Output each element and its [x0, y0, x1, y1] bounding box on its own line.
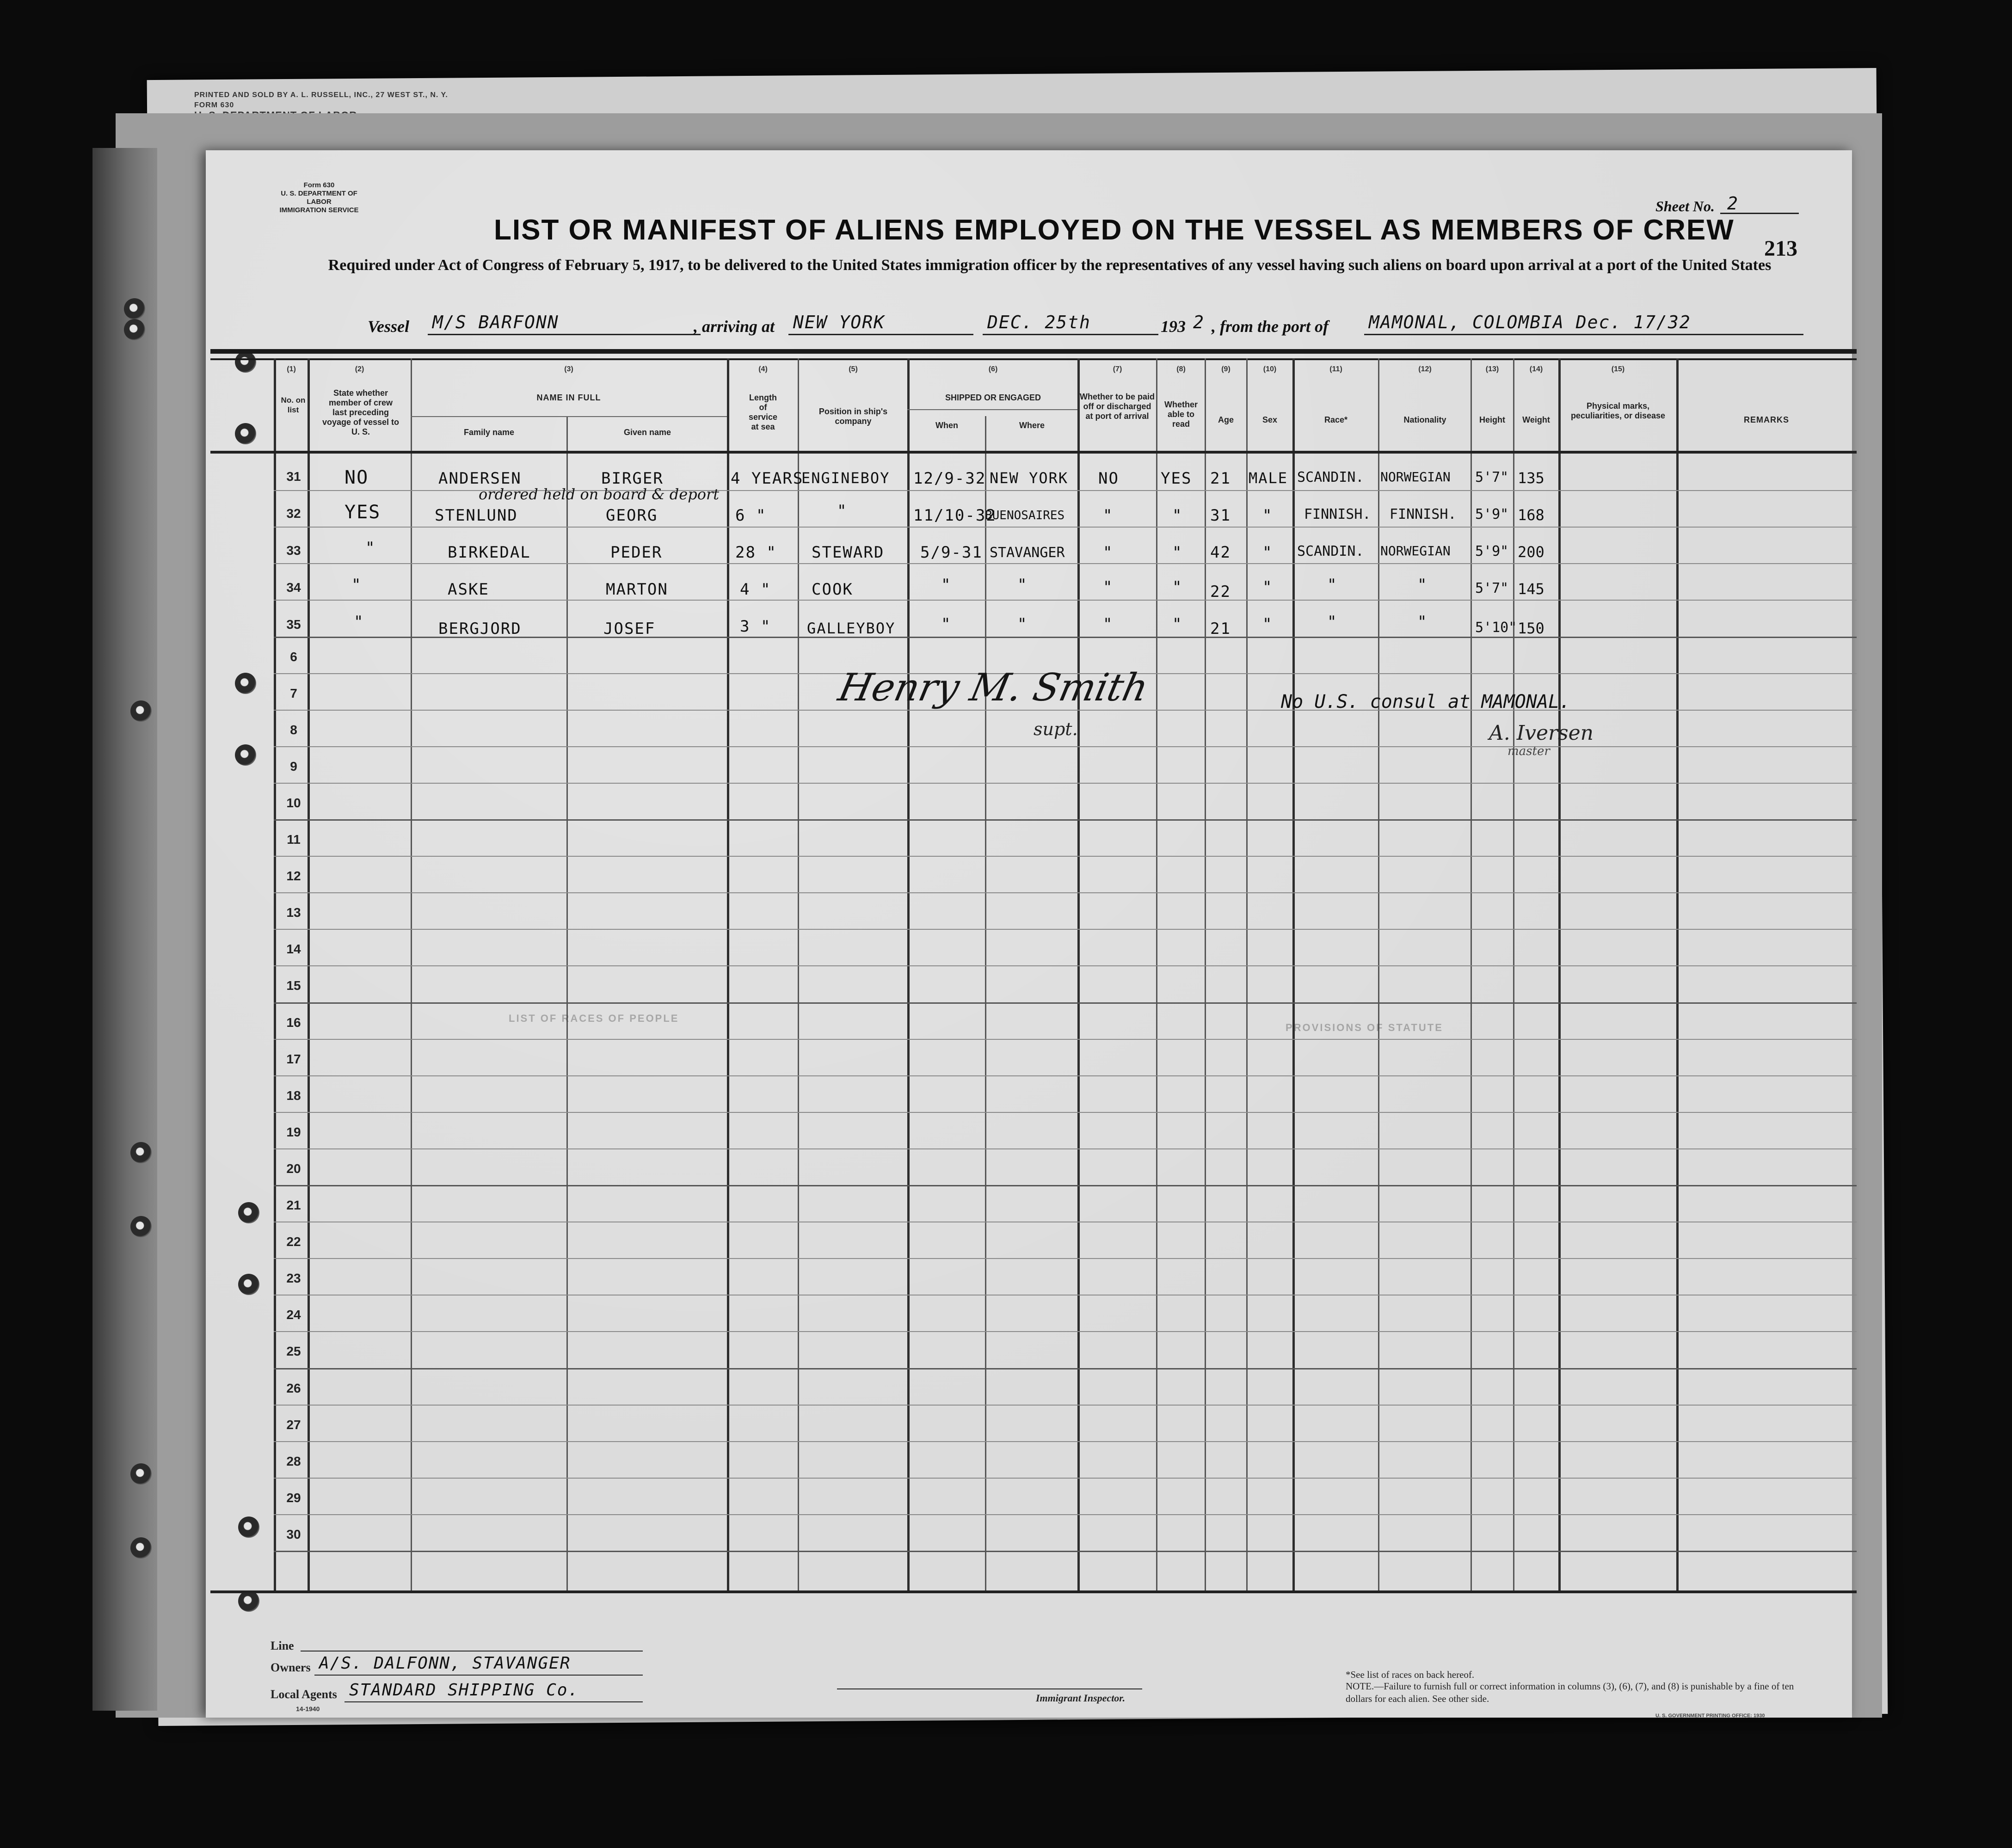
col-num-12: (12) [1418, 365, 1432, 373]
row-rule [274, 783, 1857, 784]
cell-nationality: NORWEGIAN [1380, 469, 1451, 485]
row-number: 7 [290, 686, 297, 700]
row-number: 20 [286, 1161, 301, 1176]
cell-able-read: YES [1161, 469, 1192, 488]
row-number: 17 [286, 1052, 301, 1066]
row-rule [274, 1112, 1857, 1113]
row-rule [274, 1551, 1857, 1552]
cell-nationality: " [1417, 613, 1428, 631]
col-divider [411, 358, 412, 1590]
row-number: 11 [287, 832, 301, 847]
from-port-label: , from the port of [1212, 317, 1329, 336]
cell-weight: 200 [1518, 543, 1544, 561]
printing-office: U. S. GOVERNMENT PRINTING OFFICE: 1930 [1655, 1713, 1765, 1719]
line-underline [301, 1651, 643, 1652]
row-rule [274, 1478, 1857, 1479]
cell-height: 5'9" [1475, 543, 1509, 559]
cell-previous-voyage: YES [345, 502, 381, 523]
cell-service: 6 " [735, 506, 767, 525]
row-number: 32 [286, 506, 301, 521]
row32-annotation: ordered held on board & deport [479, 485, 720, 503]
cell-shipped-when: 12/9-32 [913, 469, 986, 488]
row-number: 13 [286, 905, 301, 920]
col-header-name: NAME IN FULL [536, 393, 601, 402]
row-number: 6 [290, 650, 297, 664]
col-header-given-name: Given name [623, 428, 671, 437]
cell-given-name: GEORG [606, 506, 658, 525]
page-number: 213 [1764, 236, 1797, 261]
table-bottom-rule [210, 1590, 1857, 1593]
cell-race: SCANDIN. [1297, 469, 1364, 485]
col-header-sex: Sex [1262, 415, 1278, 424]
supervisor-signature: Henry M. Smith [834, 666, 1152, 710]
form-code: 14-1940 [296, 1705, 320, 1713]
col-divider [1676, 358, 1679, 1590]
row-number: 19 [286, 1125, 301, 1139]
cell-shipped-when: 5/9-31 [920, 543, 983, 562]
back-imprint-line2: FORM 630 [194, 101, 234, 109]
col-num-13: (13) [1485, 365, 1499, 373]
row-number: 15 [286, 978, 301, 993]
cell-height: 5'7" [1475, 580, 1509, 596]
col-header-shipped: SHIPPED OR ENGAGED [945, 393, 1041, 402]
col-header-able-read: Whether able to read [1164, 400, 1198, 429]
row-number: 16 [286, 1015, 301, 1030]
cell-shipped-where: " [1017, 615, 1028, 633]
cell-service: 4 " [740, 580, 771, 599]
row-rule [274, 929, 1857, 930]
col-divider [1205, 358, 1206, 1590]
cell-height: 5'9" [1475, 506, 1509, 522]
cell-position: " [837, 502, 848, 520]
back-imprint-line1: PRINTED AND SOLD BY A. L. RUSSELL, INC., 27 WEST ST., N. Y. [194, 91, 448, 99]
cell-family-name: BIRKEDAL [448, 543, 531, 562]
penalty-note-text: —Failure to furnish full or correct information in columns (3), (6), (7), and (8) is punishable by a fine of ten dollars for each alien. See other side. [1346, 1681, 1794, 1704]
col-divider [907, 358, 910, 1590]
col-header-paid-off: Whether to be paid off or discharged at port of arrival [1080, 392, 1155, 421]
row-rule [274, 1514, 1857, 1515]
year-prefix: 193 [1161, 317, 1186, 336]
col-num-3: (3) [564, 365, 573, 373]
col-num-4: (4) [758, 365, 768, 373]
cell-paid-off: NO [1098, 469, 1119, 488]
cell-previous-voyage: " [351, 576, 362, 594]
cell-sex: " [1262, 578, 1273, 596]
row-rule [274, 965, 1857, 966]
row-number: 34 [286, 580, 301, 595]
inspector-label: Immigrant Inspector. [1036, 1692, 1126, 1704]
cell-age: 42 [1210, 543, 1231, 562]
cell-sex: MALE [1249, 469, 1288, 487]
page-subtitle: Required under Act of Congress of February 5, 1917, to be delivered to the United States immigration officer by the representatives of any vessel having such aliens on board upon arrival at a port of the United States [328, 257, 1772, 274]
row-number: 35 [286, 617, 301, 632]
cell-weight: 135 [1518, 469, 1544, 487]
col-num-1: (1) [287, 365, 296, 373]
cell-position: ENGINEBOY [801, 469, 890, 487]
arriving-port: NEW YORK [793, 312, 886, 332]
row-number: 23 [286, 1271, 301, 1285]
row-rule [274, 1331, 1857, 1332]
cell-height: 5'7" [1475, 469, 1509, 485]
col-header-nationality: Nationality [1403, 415, 1446, 424]
row-rule [274, 892, 1857, 893]
cell-paid-off: " [1103, 578, 1114, 596]
cell-nationality: " [1417, 576, 1428, 594]
owners-underline [314, 1675, 643, 1676]
cell-family-name: BERGJORD [438, 620, 522, 638]
col-num-2: (2) [355, 365, 364, 373]
cell-shipped-where: BUENOSAIRES [985, 509, 1065, 522]
col-header-physical-marks: Physical marks, peculiarities, or disease [1570, 401, 1666, 420]
owners-label: Owners [271, 1661, 311, 1674]
cell-previous-voyage: " [365, 539, 376, 557]
cell-able-read: " [1172, 578, 1183, 596]
cell-paid-off: " [1103, 506, 1114, 525]
col-num-15: (15) [1611, 365, 1625, 373]
col-header-previous-voyage: State whether member of crew last preceding voyage of vessel to U. S. [322, 388, 400, 436]
cell-shipped-when: " [941, 576, 952, 594]
col-header-weight: Weight [1522, 415, 1550, 424]
form-department: U. S. DEPARTMENT OF LABOR [281, 190, 357, 206]
cell-position: GALLEYBOY [807, 620, 896, 637]
col-divider [1513, 358, 1514, 1590]
col-header-remarks: REMARKS [1743, 415, 1789, 424]
col-header-race: Race* [1324, 415, 1348, 424]
row-rule [274, 1039, 1857, 1040]
cell-given-name: BIRGER [601, 469, 664, 488]
page-title: LIST OR MANIFEST OF ALIENS EMPLOYED ON THE VESSEL AS MEMBERS OF CREW [494, 214, 1735, 246]
cell-shipped-where: STAVANGER [990, 545, 1065, 561]
consul-note: No U.S. consul at MAMONAL. [1281, 691, 1571, 712]
cell-service: 4 YEARS [731, 469, 804, 488]
year-suffix: 2 [1193, 312, 1205, 332]
row-rule [274, 1258, 1857, 1259]
cell-weight: 145 [1518, 580, 1544, 598]
master-title: master [1507, 744, 1550, 758]
cell-nationality: FINNISH. [1390, 506, 1457, 522]
col-divider [727, 358, 729, 1590]
cell-family-name: ANDERSEN [438, 469, 522, 488]
departure-port: MAMONAL, COLOMBIA Dec. 17/32 [1369, 312, 1691, 332]
cell-shipped-when: 11/10-32 [913, 506, 997, 525]
cell-previous-voyage: NO [345, 467, 369, 488]
row-number: 22 [286, 1234, 301, 1249]
vessel-label: Vessel [368, 317, 409, 336]
header-bottom-rule [210, 451, 1857, 454]
vessel-name: M/S BARFONN [432, 312, 559, 332]
row-rule [274, 1002, 1857, 1004]
col-divider [1156, 358, 1157, 1590]
row-rule [274, 1148, 1857, 1149]
row-number: 29 [286, 1491, 301, 1505]
row-number: 33 [286, 543, 301, 558]
cell-able-read: " [1172, 543, 1183, 562]
col-header-position: Position in ship's company [818, 407, 888, 426]
row-number: 8 [290, 723, 297, 737]
row-rule [274, 1405, 1857, 1406]
cell-shipped-where: " [1017, 576, 1028, 594]
col-header-family-name: Family name [463, 428, 515, 437]
row-rule [274, 1441, 1857, 1442]
cell-given-name: MARTON [606, 580, 668, 599]
row-number: 30 [286, 1527, 301, 1541]
col-num-9: (9) [1221, 365, 1231, 373]
col-num-8: (8) [1176, 365, 1186, 373]
row-number: 31 [286, 469, 301, 484]
row-rule [274, 1185, 1857, 1186]
row-number: 12 [286, 869, 301, 883]
cell-race: FINNISH. [1304, 506, 1371, 522]
cell-race: SCANDIN. [1297, 543, 1364, 559]
cell-service: 28 " [735, 543, 777, 562]
cell-age: 21 [1210, 620, 1231, 638]
cell-previous-voyage: " [354, 613, 364, 631]
row-number: 25 [286, 1344, 301, 1358]
col-header-length-service: Length of service at sea [748, 393, 778, 431]
sheet-number-value: 2 [1727, 193, 1739, 214]
col-num-14: (14) [1529, 365, 1543, 373]
row-number: 18 [286, 1088, 301, 1103]
col-divider [798, 358, 799, 1590]
name-subheader-rule [411, 416, 727, 417]
col-divider [1246, 358, 1248, 1590]
row-rule [274, 527, 1857, 528]
cell-able-read: " [1172, 615, 1183, 633]
row-rule [274, 856, 1857, 857]
cell-given-name: PEDER [610, 543, 663, 562]
line-label: Line [271, 1639, 294, 1652]
row-rule [274, 710, 1857, 711]
row-number: 9 [290, 759, 297, 774]
cell-race: " [1327, 576, 1338, 594]
race-note: *See list of races on back hereof. [1346, 1669, 1475, 1680]
col-divider [1471, 358, 1472, 1590]
form-number: Form 630 [303, 181, 335, 189]
row-rule [274, 746, 1857, 747]
col-header-no: No. on list [281, 396, 306, 414]
inspector-signature-line [837, 1688, 1142, 1689]
arriving-label: , arriving at [694, 317, 775, 336]
col-num-6: (6) [988, 365, 998, 373]
owners-value: A/S. DALFONN, STAVANGER [319, 1654, 571, 1673]
row-rule [274, 819, 1857, 821]
cell-shipped-when: " [941, 615, 952, 633]
col-num-11: (11) [1329, 365, 1342, 373]
cell-service: 3 " [740, 617, 771, 636]
col-divider [1558, 358, 1561, 1590]
penalty-note [1346, 1680, 1813, 1705]
sheet-number-label: Sheet No. [1655, 198, 1715, 215]
cell-age: 21 [1210, 469, 1231, 488]
master-signature: A. Iversen [1489, 721, 1594, 745]
cell-sex: " [1262, 506, 1273, 525]
bleed-through-text: LIST OF RACES OF PEOPLE [509, 1013, 679, 1024]
cell-age: 31 [1210, 506, 1231, 525]
cell-given-name: JOSEF [603, 620, 656, 638]
cell-height: 5'10" [1475, 620, 1517, 636]
row-number: 14 [286, 942, 301, 956]
cell-paid-off: " [1103, 543, 1114, 562]
supervisor-title: supt. [1034, 719, 1078, 739]
cell-position: STEWARD [812, 543, 885, 562]
row-number: 26 [286, 1381, 301, 1395]
col-num-5: (5) [849, 365, 858, 373]
col-num-7: (7) [1113, 365, 1122, 373]
cell-family-name: STENLUND [435, 506, 518, 525]
col-divider [1378, 358, 1379, 1590]
cell-weight: 150 [1518, 620, 1544, 637]
col-divider [1077, 358, 1080, 1590]
col-num-10: (10) [1263, 365, 1277, 373]
agents-underline [345, 1701, 643, 1702]
cell-family-name: ASKE [448, 580, 489, 599]
row-number: 10 [286, 796, 301, 810]
agents-value: STANDARD SHIPPING Co. [349, 1681, 579, 1700]
cell-shipped-where: NEW YORK [990, 469, 1069, 487]
cell-paid-off: " [1103, 615, 1114, 633]
cell-weight: 168 [1518, 506, 1544, 524]
col-header-when: When [935, 421, 958, 430]
row-number: 27 [286, 1418, 301, 1432]
row-number: 21 [286, 1198, 301, 1212]
cell-able-read: " [1172, 506, 1183, 525]
col-header-age: Age [1218, 415, 1234, 424]
agents-label: Local Agents [271, 1688, 337, 1701]
form-service: IMMIGRATION SERVICE [279, 206, 359, 214]
penalty-note-prefix: NOTE. [1346, 1681, 1374, 1692]
arrival-date: DEC. 25th [987, 312, 1091, 332]
row-number: 24 [286, 1308, 301, 1322]
bleed-through-text: PROVISIONS OF STATUTE [1286, 1022, 1443, 1033]
cell-race: " [1327, 613, 1338, 631]
cell-sex: " [1262, 615, 1273, 633]
col-divider [1292, 358, 1295, 1590]
row-number: 28 [286, 1454, 301, 1468]
col-header-where: Where [1019, 421, 1045, 430]
row-rule [274, 1368, 1857, 1369]
row-rule [274, 600, 1857, 601]
row-rule [274, 563, 1857, 564]
cell-position: COOK [812, 580, 853, 599]
row-rule [274, 1075, 1857, 1076]
cell-age: 22 [1210, 583, 1231, 601]
col-header-height: Height [1479, 415, 1505, 424]
shipped-subheader-rule [907, 409, 1077, 410]
cell-nationality: NORWEGIAN [1380, 543, 1451, 559]
cell-sex: " [1262, 543, 1273, 562]
